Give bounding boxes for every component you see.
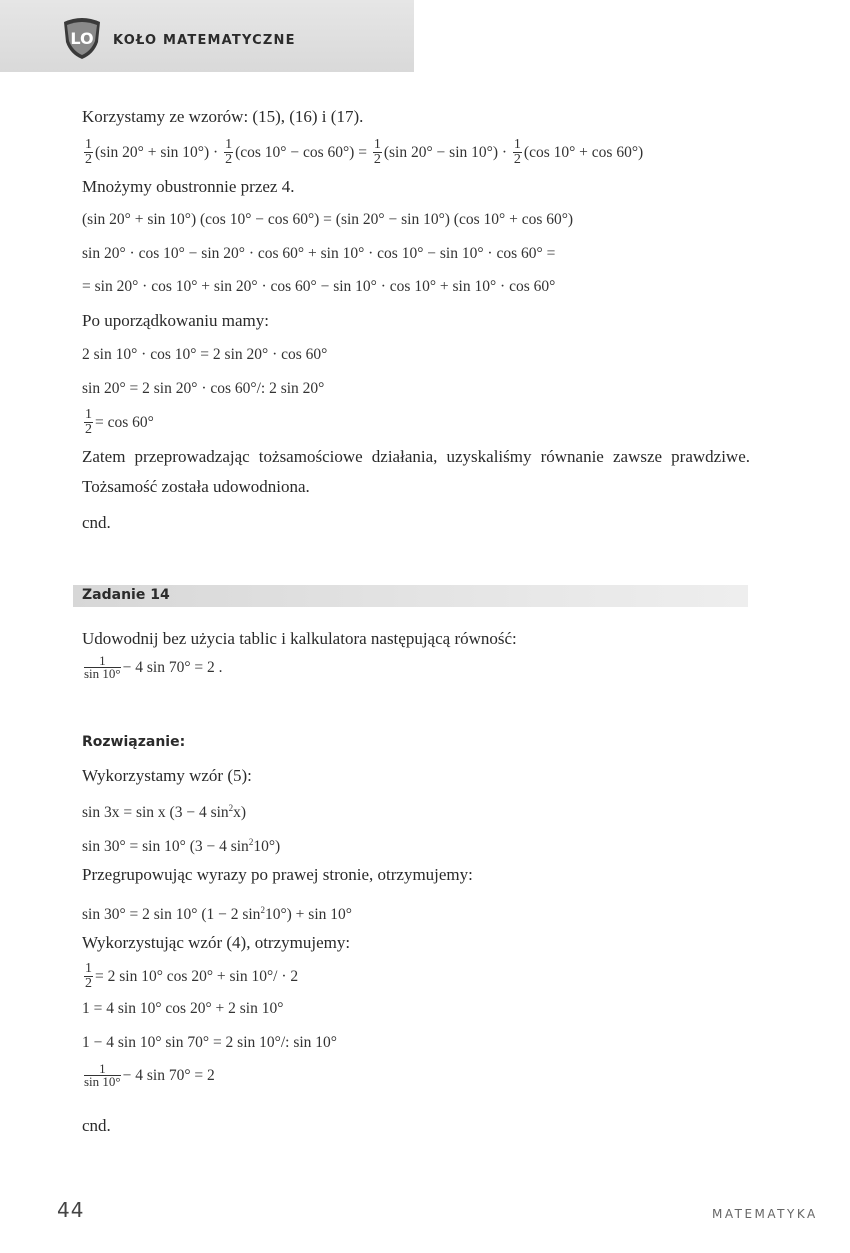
equation-line: sin 20° = 2 sin 20° · cos 60°/: 2 sin 20° (82, 380, 325, 397)
text-line: Po uporządkowaniu mamy: (82, 311, 269, 330)
text-line: Wykorzystując wzór (4), otrzymujemy: (82, 933, 351, 952)
task-prompt: Udowodnij bez użycia tablic i kalkulatora następującą równość: (82, 629, 517, 648)
equation-line: $\frac{1}{2}$ (sin 20° + sin 10°) · $\frac{1}{2}$ (cos 10° − cos 60°) = $\frac{1}{2}$ (sin 20° − sin 10°) · $\frac{1}{2}$ (cos 10° + cos 60°) (85, 137, 644, 167)
text-line: Przegrupowując wyrazy po prawej stronie, otrzymujemy: (82, 865, 473, 884)
equation-line: sin 30° = sin 10° (3 − 4 $\sin^210^\circ$) (82, 837, 281, 856)
equation-line: sin 30° = 2 sin 10° (1 − 2 $\sin^210^\circ) + \sin 10^\circ$ (82, 905, 352, 924)
text-line: Korzystamy ze wzorów: (15), (16) i (17). (82, 107, 364, 126)
section-title: Zadanie 14 (82, 587, 170, 603)
shield-logo-icon (60, 16, 104, 60)
footer-label: MATEMATYKA (712, 1207, 818, 1221)
page-number: 44 (57, 1198, 85, 1222)
equation-line: sin 20° · cos 10° − sin 20° · cos 60° + sin 10° · cos 10° − sin 10° · cos 60° = (82, 245, 556, 262)
equation-line: 2 sin 10° · cos 10° = 2 sin 20° · cos 60° (82, 346, 328, 363)
section-header-bar (73, 585, 748, 607)
equation-line: (sin 20° + sin 10°) (cos 10° − cos 60°) = (sin 20° − sin 10°) (cos 10° + cos 60°) (82, 211, 574, 228)
equation-line: $\frac{1}{2}$ = 2 sin 10° cos 20° + sin 10°/ · 2 (85, 961, 299, 991)
equation-line: $\frac{1}{\sin 10^\circ}$ − 4 sin 70° = 2 . (84, 653, 223, 681)
equation-line: $\frac{1}{\sin 10^\circ}$ − 4 sin 70° = 2 (84, 1061, 215, 1089)
equation-line: 1 = 4 sin 10° cos 20° + 2 sin 10° (82, 1000, 284, 1017)
equation-line: sin 3x = sin x (3 − 4 $\sin^2x$) (82, 803, 247, 822)
text-line: Wykorzystamy wzór (5): (82, 766, 252, 785)
text-line: cnd. (82, 1116, 111, 1135)
svg-text:LO: LO (70, 29, 94, 48)
text-line: Mnożymy obustronnie przez 4. (82, 177, 295, 196)
solution-title: Rozwiązanie: (82, 734, 186, 750)
equation-line: $\frac{1}{2}$ = cos 60° (85, 407, 154, 437)
paragraph: Zatem przeprowadzając tożsamościowe działania, uzyskaliśmy równanie zawsze prawdziwe. Tożsamość została udowodniona. (82, 447, 750, 496)
equation-line: = sin 20° · cos 10° + sin 20° · cos 60° − sin 10° · cos 10° + sin 10° · cos 60° (82, 278, 556, 295)
equation-line: 1 − 4 sin 10° sin 70° = 2 sin 10°/: sin 10° (82, 1034, 337, 1051)
header-title: KOŁO MATEMATYCZNE (113, 33, 296, 48)
text-line: cnd. (82, 513, 111, 532)
